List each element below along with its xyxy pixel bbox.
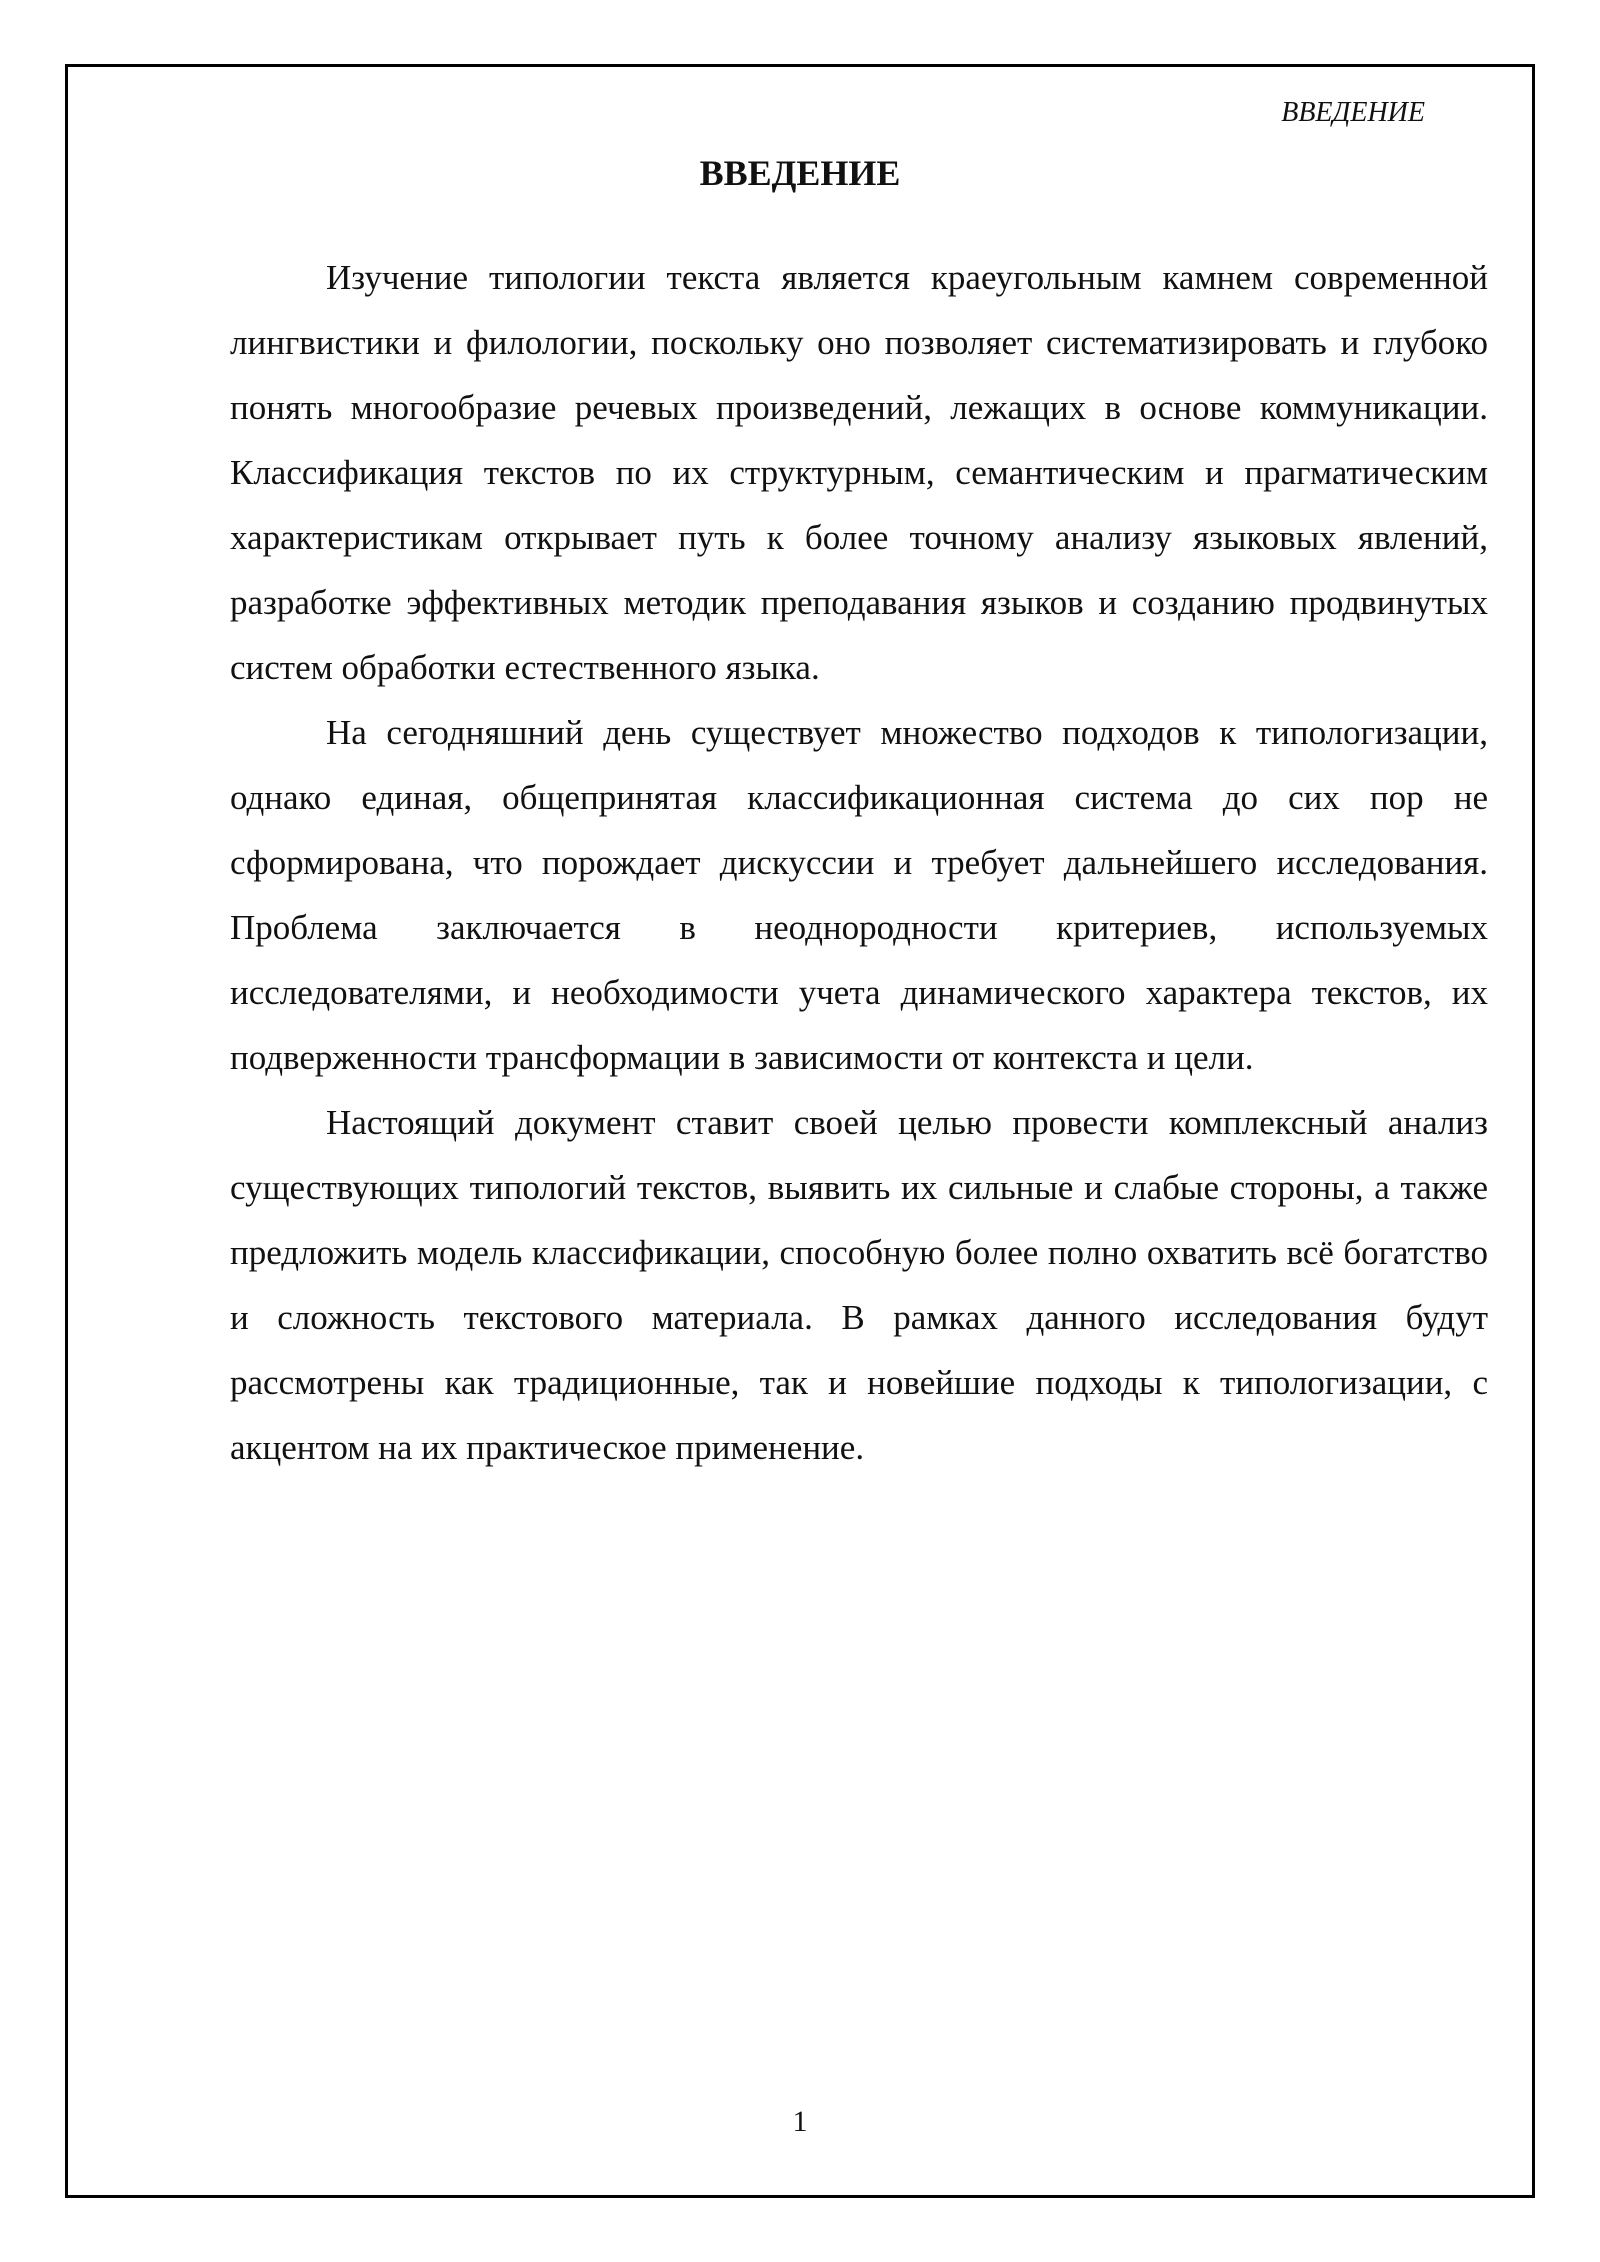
page-number: 1	[792, 2105, 808, 2138]
page-title: ВВЕДЕНИЕ	[699, 153, 901, 193]
paragraph-goal: Настоящий документ ставит своей целью провести комплексный анализ существующих типологий текстов, выявить их сильные и слабые стороны, а также предложить модель классификации, способную более полно охватить всё богатство и сложность текстового материала. В рамках данного исследования будут рассмотрены как традиционные, так и новейшие подходы к типологизации, с акцентом на их практическое применение.	[230, 1103, 1488, 1467]
paragraph-problem: На сегодняшний день существует множество подходов к типологизации, однако единая, общепринятая классификационная система до сих пор не сформирована, что порождает дискуссии и требует дальнейшего исследования. Проблема заключается в неоднородности критериев, используемых исследователями, и необходимости учета динамического характера текстов, их подверженности трансформации в зависимости от контекста и цели.	[230, 713, 1488, 1077]
running-header: ВВЕДЕНИЕ	[1281, 97, 1425, 128]
paragraph-intro: Изучение типологии текста является краеугольным камнем современной лингвистики и филологии, поскольку оно позволяет систематизировать и глубоко понять многообразие речевых произведений, лежащих в основе коммуникации. Классификация текстов по их структурным, семантическим и прагматическим характеристикам открывает путь к более точному анализу языковых явлений, разработке эффективных методик преподавания языков и созданию продвинутых систем обработки естественного языка.	[230, 258, 1488, 687]
document-body	[230, 245, 1488, 1480]
page-frame	[65, 64, 1535, 2198]
